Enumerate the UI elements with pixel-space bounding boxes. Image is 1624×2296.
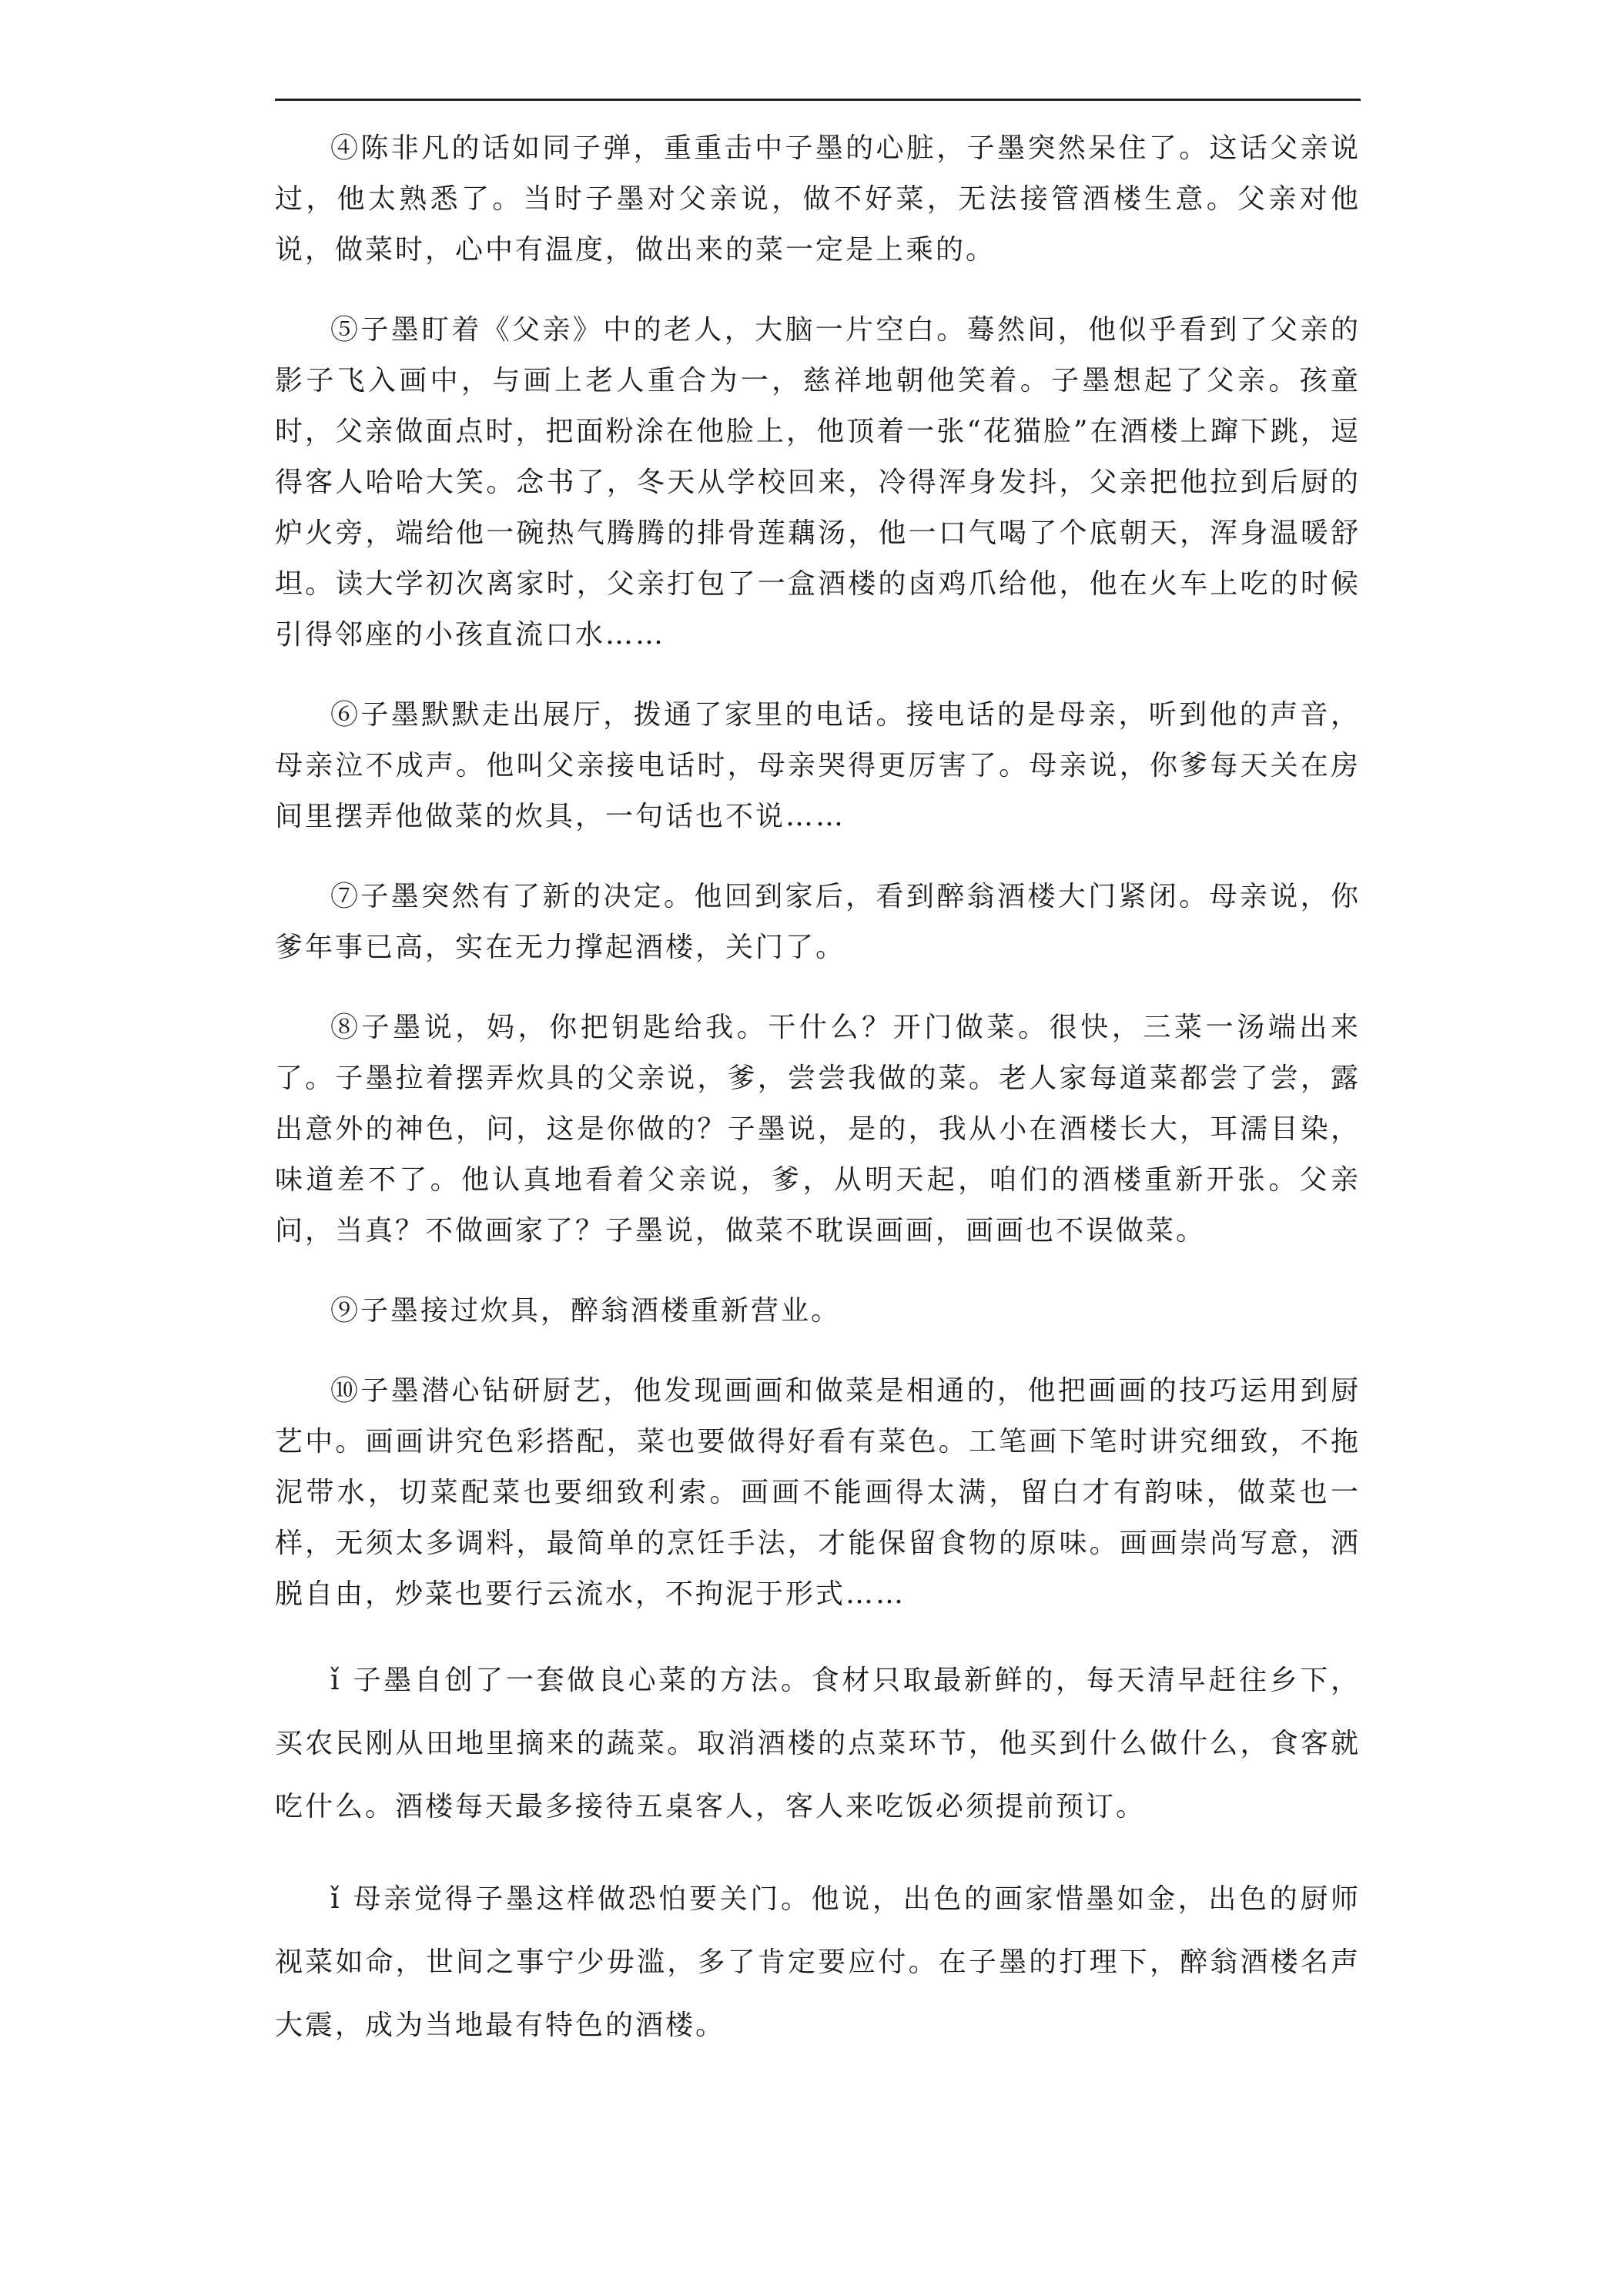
paragraph-4: ④陈非凡的话如同子弹，重重击中子墨的心脏，子墨突然呆住了。这话父亲说过，他太熟悉了。当时子墨对父亲说，做不好菜，无法接管酒楼生意。父亲对他说，做菜时，心中有温度，做出来的菜一定是上乘的。 bbox=[275, 132, 1361, 266]
paragraph-6: ⑥子墨默默走出展厅，拨通了家里的电话。接电话的是母亲，听到他的声音，母亲泣不成声。他叫父亲接电话时，母亲哭得更厉害了。母亲说，你爹每天关在房间里摆弄他做菜的炊具，一句话也不说…… bbox=[275, 699, 1361, 832]
paragraph-10: ⑩子墨潜心钻研厨艺，他发现画画和做菜是相通的，他把画画的技巧运用到厨艺中。画画讲究色彩搭配，菜也要做得好看有菜色。工笔画下笔时讲究细致，不拖泥带水，切菜配菜也要细致利索。画画不能画得太满，留白才有韵味，做菜也一样，无须太多调料，最简单的烹饪手法，才能保留食物的原味。画画崇尚写意，洒脱自由，炒菜也要行云流水，不拘泥于形式…… bbox=[275, 1375, 1361, 1610]
paragraph-11: ǐ 子墨自创了一套做良心菜的方法。食材只取最新鲜的，每天清早赶往乡下，买农民刚从田地里摘来的蔬菜。取消酒楼的点菜环节，他买到什么做什么，食客就吃什么。酒楼每天最多接待五桌客人，客人来吃饭必须提前预订。 bbox=[275, 1665, 1361, 1822]
paragraph-8: ⑧子墨说，妈，你把钥匙给我。干什么？开门做菜。很快，三菜一汤端出来了。子墨拉着摆弄炊具的父亲说，爹，尝尝我做的菜。老人家每道菜都尝了尝，露出意外的神色，问，这是你做的？子墨说，是的，我从小在酒楼长大，耳濡目染，味道差不了。他认真地看着父亲说，爹，从明天起，咱们的酒楼重新开张。父亲问，当真？不做画家了？子墨说，做菜不耽误画画，画画也不误做菜。 bbox=[275, 1012, 1361, 1247]
paragraph-12: ǐ 母亲觉得子墨这样做恐怕要关门。他说，出色的画家惜墨如金，出色的厨师视菜如命，世间之事宁少毋滥，多了肯定要应付。在子墨的打理下，醉翁酒楼名声大震，成为当地最有特色的酒楼。 bbox=[275, 1883, 1361, 2041]
paragraph-7: ⑦子墨突然有了新的决定。他回到家后，看到醉翁酒楼大门紧闭。母亲说，你爹年事已高，实在无力撑起酒楼，关门了。 bbox=[275, 881, 1361, 963]
header-rule bbox=[275, 99, 1361, 101]
paragraph-9: ⑨子墨接过炊具，醉翁酒楼重新营业。 bbox=[330, 1295, 842, 1327]
article-body bbox=[275, 123, 1361, 2087]
paragraph-5: ⑤子墨盯着《父亲》中的老人，大脑一片空白。蓦然间，他似乎看到了父亲的影子飞入画中，与画上老人重合为一，慈祥地朝他笑着。子墨想起了父亲。孩童时，父亲做面点时，把面粉涂在他脸上，他顶着一张“花猫脸”在酒楼上蹿下跳，逗得客人哈哈大笑。念书了，冬天从学校回来，冷得浑身发抖，父亲把他拉到后厨的炉火旁，端给他一碗热气腾腾的排骨莲藕汤，他一口气喝了个底朝天，浑身温暖舒坦。读大学初次离家时，父亲打包了一盒酒楼的卤鸡爪给他，他在火车上吃的时候引得邻座的小孩直流口水…… bbox=[275, 314, 1361, 651]
